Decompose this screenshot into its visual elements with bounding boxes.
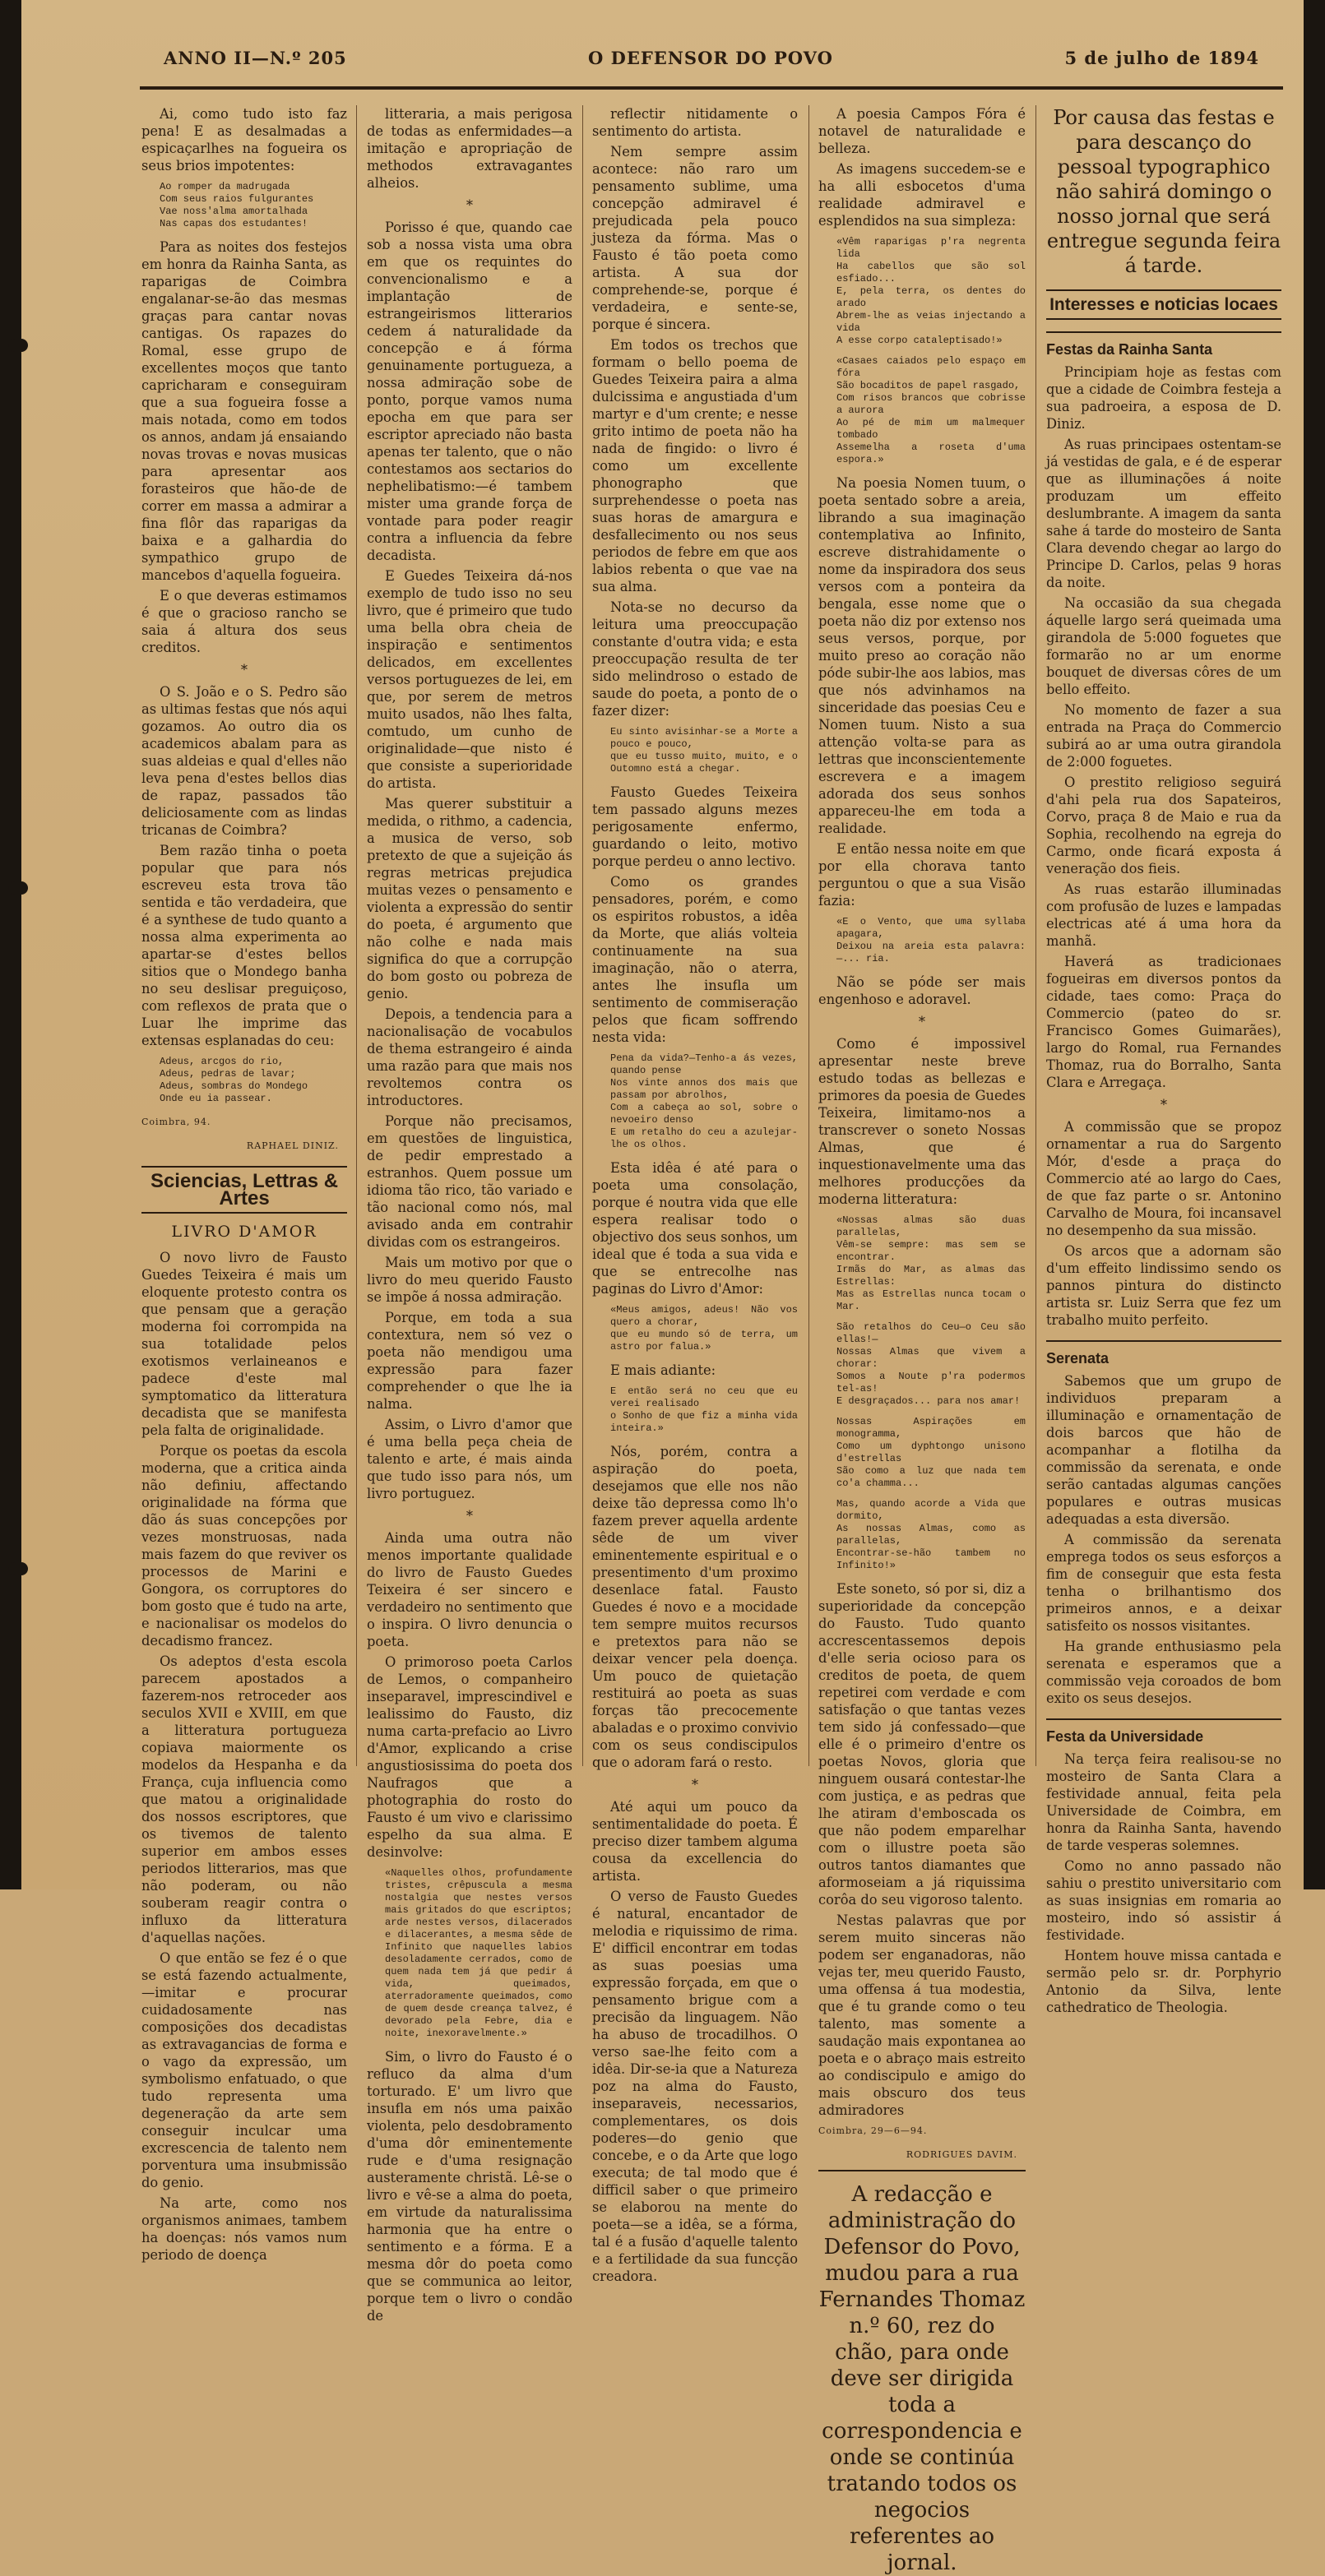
paragraph: Depois, a tendencia para a nacionalisação de vocabulos de thema estrangeiro é ainda uma razão para que mais nos revoltemos contra os introductores. [367, 1006, 572, 1108]
sonnet-stanza: Mas, quando acorde a Vida que dormito, As nossas Almas, como as parallelas, Encontrar-se-hão tambem no Infinito!» [836, 1498, 1026, 1571]
paragraph: Os adeptos d'esta escola parecem apostados a fazerem-nos retroceder aos seculos XVII e XVIII, em que a litteratura portugueza copiava maiormente os modelos da Hespanha e da França, cuja influencia como que matou a originalidade dos nossos escriptores, que os tivemos de talento superior em ambos esses periodos litterarios, mas que não poderam, ou não souberam reagir contra o influxo da litteratura d'aquellas nações. [141, 1653, 347, 1945]
paragraph: Fausto Guedes Teixeira tem passado alguns mezes perigosamente enfermo, guardando o leito, motivo porque perdeu o anno lectivo. [592, 784, 798, 869]
paragraph: Na poesia Nomen tuum, o poeta sentado sobre a areia, librando a sua imaginação contemplativa ao Infinito, escreve distrahidamente o nome da inspiradora dos seus versos com a ponteira da bengala, esse nome que o poeta não diz por extenso nos seus versos, porque, por muito preso ao coração não póde subir-lhe aos labios, mas que nós advinhamos na sinceridade das poesias Ceu e Nomen tuum. Nisto a sua attenção volta-se para as lettras que inconscientemente escrevera e a imagem adorada dos seus sonhos appareceu-lhe em toda a realidade. [818, 475, 1026, 836]
paragraph: Principiam hoje as festas com que a cidade de Coimbra festeja a sua padroeira, a esposa de D. Diniz. [1046, 364, 1281, 432]
paragraph: As ruas principaes ostentam-se já vestidas de gala, e é de esperar que as illuminações á noite produzam um effeito deslumbrante. A imagem da santa sahe á tarde do mosteiro de Santa Clara devendo chegar ao largo do Principe D. Carlos, pelas 9 horas da noite. [1046, 437, 1281, 590]
news-heading: Festas da Rainha Santa [1046, 331, 1281, 358]
verse: E então será no ceu que eu verei realisado o Sonho de que fiz a minha vida inteira.» [610, 1385, 798, 1434]
column-divider [582, 105, 583, 1766]
paragraph: Até aqui um pouco da sentimentalidade do poeta. É preciso dizer tambem alguma cousa da excellencia do artista. [592, 1799, 798, 1884]
sonnet-stanza: São retalhos do Ceu—o Ceu são ellas!— Nossas Almas que vivem a chorar: Somos a Noute p'ra podermos tel-as! E desgraçados... para nos amar! [836, 1321, 1026, 1407]
verse: «Casaes caiados pelo espaço em fóra São bocaditos de papel rasgado, Com risos brancos que cobrisse a aurora Ao pé de mim um malmequer tombado Assemelha a roseta d'uma espora.» [836, 355, 1026, 465]
dateline: Coimbra, 29—6—94. [818, 2125, 928, 2136]
page-right-edge [1304, 0, 1325, 1889]
paragraph: Nestas palavras que por serem muito sinceras não podem ser enganadoras, não vejas ter, meu querido Fausto, uma offensa á tua modestia, que é tu grande como o teu talento, mas somente a saudação mais expontanea ao poeta e o abraço mais estreito ao condiscipulo e amigo do mais obscuro dos teus admiradores [818, 1912, 1026, 2118]
paragraph: Bem razão tinha o poeta popular que para nós escreveu esta trova tão sentida e tão verdadeira, que é a synthese de tudo quanto a nossa alma experimenta ao apartar-se d'estes bellos sitios que o Mondego banha no seu deslisar preguiçoso, com reflexos de prata que o Luar lhe imprime das extensas esplanadas do ceu: [141, 843, 347, 1048]
paragraph: E Guedes Teixeira dá-nos exemplo de tudo isso no seu livro, que é primeiro que tudo uma bella obra cheia de inspiração e sentimentos delicados, em excellentes versos portuguezes de lei, em que, por serem de metros muito usados, não lhes falta, comtudo, um cunho de originalidade—que nisto é que consiste a superioridade do artista. [367, 568, 572, 791]
paragraph: Nós, porém, contra a aspiração do poeta, desejamos que elle nos não deixe tão depressa como lh'o fazem prever aquella ardente sêde de um viver eminentemente espiritual e o presentimento d'um proximo desenlace fatal. Fausto Guedes é novo e a mocidade tem sempre muitos recursos e pretextos para não se deixar vencer pela doença. Um pouco de quietação restituirá ao poeta as suas forças tão precocemente abaladas e o proximo convivio com os seus condiscipulos que o adoram fará o resto. [592, 1444, 798, 1770]
paragraph: Como os grandes pensadores, porém, e como os espiritos robustos, a idêa da Morte, que aliás volteia continuamente na sua imaginação, não o aterra, antes lhe insufla um sentimento de commiseração pelos que ficam soffrendo nesta vida: [592, 874, 798, 1045]
column-4 [818, 105, 1026, 2575]
verse: «E o Vento, que uma syllaba apagara, Deixou na areia esta palavra:—... ria. [836, 916, 1026, 964]
paragraph: Assim, o Livro d'amor que é uma bella peça cheia de talento e arte, é mais ainda que tudo isso para nós, um livro portuguez. [367, 1417, 572, 1501]
paragraph: Nota-se no decurso da leitura uma preoccupação constante d'outra vida; e esta preoccupação resulta de ter sido melindroso o estado de saude do poeta, a ponto de o fazer dizer: [592, 599, 798, 719]
paragraph: Este soneto, só por si, diz a superioridade da concepção do Fausto. Tudo quanto accrescentassemos depois d'elle seria ocioso para os creditos de poeta, de quem repetirei com verdade e com satisfação o que tantas vezes tem sido já confessado—que elle é o primeiro d'entre os poetas Novos, gloria que ninguem ousará contestar-lhe com justiça, e as pedras que lhe atiram d'emboscada os que não podem emparelhar com o illustre poeta são outros tantos diamantes que aformoseiam a já riquissima corôa do seu vigoroso talento. [818, 1581, 1026, 1908]
newspaper-title: O DEFENSOR DO POVO [588, 48, 833, 68]
paragraph: As imagens succedem-se e ha alli esbocetos d'uma realidade admiravel e esplendidos na sua simpleza: [818, 161, 1026, 229]
paragraph: Não se póde ser mais engenhoso e adoravel. [818, 974, 1026, 1007]
paragraph: O verso de Fausto Guedes é natural, encantador de melodia e riquissimo de rima. E' difficil encontrar em todas as suas poesias uma expressão forçada, em que o pensamento brigue com a precisão da linguagem. Não ha abuso de trocadilhos. O verso sae-lhe feito com a idêa. Dir-se-ia que a Natureza poz na alma do Fausto, inseparaveis, necessarios, complementares, os dois poderes—do genio que concebe, e o da Arte que logo executa; de tal modo que é difficil saber o que primeiro se elaborou na mente do poeta—se a idêa, se a fórma, tal é a fusão d'aquelle talento e a fertilidade da sua funcção creadora. [592, 1889, 798, 2284]
paragraph: reflectir nitidamente o sentimento do artista. [592, 106, 798, 139]
paragraph: A commissão que se propoz ornamentar a rua do Sargento Mór, d'esde a praça do Commercio até ao largo do Caes, de que faz parte o sr. Antonino Carvalho de Moura, foi incansavel no desempenho da sua missão. [1046, 1119, 1281, 1238]
paragraph: Porque não precisamos, em questões de linguistica, de pedir emprestado a estranhos. Quem possue um idioma tão rico, tão variado e tão nacional como nós, mal avisado anda em contrahir dividas com os estrangeiros. [367, 1113, 572, 1250]
article-title: LIVRO D'AMOR [171, 1223, 317, 1241]
paragraph: O primoroso poeta Carlos de Lemos, o companheiro inseparavel, imprescindivel e lealissimo do Fausto, diz numa carta-prefacio ao Livro d'Amor, explicando a crise angustiosissima do poeta dos Naufragos que a photographia do rosto do Fausto é um vivo e clarissimo espelho da sua alma. E desinvolve: [367, 1654, 572, 1860]
paragraph: Esta idêa é até para o poeta uma consolação, porque é noutra vida que elle espera realisar todo o objectivo dos seus sonhos, um ideal que é toda a sua vida e que se entrecolhe nas paginas do Livro d'Amor: [592, 1160, 798, 1297]
masthead [136, 43, 1287, 74]
paragraph: Ainda uma outra não menos importante qualidade do livro de Fausto Guedes Teixeira é ser sincero e verdadeiro no sentimento que o inspira. O livro denuncia o poeta. [367, 1530, 572, 1649]
paragraph: Na arte, como nos organismos animaes, tambem ha doenças: nós vamos num periodo de doença [141, 2195, 347, 2263]
binding-hole [8, 881, 28, 895]
paragraph: Como no anno passado não sahiu o prestito universitario com as suas insignias em romaria ao mosteiro, indo só assistir á festividade. [1046, 1858, 1281, 1943]
verse: Eu sinto avisinhar-se a Morte a pouco e pouco, que eu tusso muito, muito, e o Outomno está a chegar. [610, 726, 798, 775]
paragraph: O prestito religioso seguirá d'ahi pela rua dos Sapateiros, Corvo, praça 8 de Maio e rua da Sophia, recolhendo na egreja do Carmo, onde ficará exposta á veneração dos fieis. [1046, 775, 1281, 876]
paragraph: Porque os poetas da escola moderna, que a critica ainda não definiu, affectando originalidade na fórma que dão ás suas concepções por vezes monstruosas, nada mais fazem do que reviver os processos de Marini e Gongora, os corruptores do bom gosto que é tudo na arte, e nacionalisar os modelos do decadismo francez. [141, 1443, 347, 1649]
paragraph: Na terça feira realisou-se no mosteiro de Santa Clara a festividade annual, feita pela Universidade de Coimbra, em honra da Rainha Santa, havendo de tarde vesperas solemnes. [1046, 1751, 1281, 1853]
issue-date: 5 de julho de 1894 [1064, 48, 1259, 68]
section-star: * [1160, 1097, 1168, 1112]
paragraph: Porisso é que, quando cae sob a nossa vista uma obra em que os requintes do convencionalismo e a implantação de estrangeirismos litterarios cedem á naturalidade da concepção e á fórma genuinamente portugueza, a nossa admiração sobe de ponto, porque vamos numa epocha em que para ser escriptor apreciado não basta apenas ter talento, que o não contestamos aos sectarios do nephelibatismo:—é tambem mister uma grande força de vontade para poder reagir contra a influencia da febre decadista. [367, 220, 572, 563]
column-divider [1035, 105, 1036, 1766]
paragraph: Porque, em toda a sua contextura, nem só vez o poeta não mendigou uma expressão para fazer comprehender o que lhe ia nalma. [367, 1310, 572, 1412]
section-star: * [240, 662, 248, 678]
news-heading: Festa da Universidade [1046, 1718, 1281, 1746]
author-signature: RAPHAEL DINIZ. [246, 1140, 339, 1151]
paragraph: O novo livro de Fausto Guedes Teixeira é mais um eloquente protesto contra os que pensam que a geração moderna foi corrompida na sua totalidade pelos exotismos verlaineanos e padece d'este mal symptomatico da litteratura decadista que se manifesta pela falta de originalidade. [141, 1250, 347, 1438]
news-heading: Serenata [1046, 1340, 1281, 1367]
quotation: «Naquelles olhos, profundamente tristes, crêpuscula a mesma nostalgia que nestes versos mais gritados do que escriptos; arde nestes versos, dilacerados e dilacerantes, a mesma sêde de Infinito que naquelles labios desoladamente cerrados, como de quem nada tem já que pedir á vida, queimados, aterradoramente queimados, como de quem desde creança talvez, é devorado pela Febre, dia e noite, inexoravelmente.» [385, 1867, 579, 2039]
publication-notice: Por causa das festas e para descanço do pessoal typographico não sahirá domingo o nosso jornal que será entregue segunda feira á tarde. [1046, 106, 1281, 277]
dateline: Coimbra, 94. [141, 1117, 211, 1127]
paragraph: O S. João e o S. Pedro são as ultimas festas que nós aqui gozamos. Ao outro dia os academicos abalam para as suas aldeias e qual d'elles não leva pena d'estes bellos dias de rapaz, passados tão deliciosamente com as lindas tricanas de Coimbra? [141, 684, 347, 838]
notice-box: A redacção e administração do Defensor do Povo, mudou para a rua Fernandes Thomaz n.º 60, rez do chão, para onde deve ser dirigida toda a correspondencia e onde se continúa tratando todos os negocios referentes ao jornal. [818, 2182, 1026, 2575]
paragraph: E então nessa noite em que por ella chorava tanto perguntou o que a sua Visão fazia: [818, 841, 1026, 909]
column-2 [367, 105, 579, 2324]
section-star: * [918, 1014, 926, 1029]
verse: Adeus, arcgos do rio, Adeus, pedras de lavar; Adeus, sombras do Mondego Onde eu ia passear. [160, 1056, 308, 1104]
verse: Pena da vida?—Tenho-a ás vezes, quando pense Nos vinte annos dos mais que passam por abrolhos, Com a cabeça ao sol, sobre o nevoeiro denso E um retalho do ceu a azulejar-lhe os olhos. [610, 1052, 798, 1150]
column-5 [1046, 105, 1281, 2015]
paragraph: Hontem houve missa cantada e sermão pelo sr. dr. Porphyrio Antonio da Silva, lente cathedratico de Theologia. [1046, 1948, 1281, 2015]
paragraph: As ruas estarão illuminadas com profusão de luzes e lampadas electricas até á uma hora da manhã. [1046, 881, 1281, 949]
separator-rule [818, 2170, 1026, 2171]
paragraph: Na occasião da sua chegada áquelle largo será queimada uma girandola de 5:000 foguetes que formarão no ar um enorme bouquet de diversas côres de um bello effeito. [1046, 595, 1281, 697]
section-heading: Interesses e noticias locaes [1046, 289, 1281, 320]
paragraph: Sabemos que um grupo de individuos preparam a illuminação e ornamentação de dois barcos que hão de acompanhar a flotilha da commissão da serenata, e onde serão cantadas algumas canções populares e outras musicas adequadas a esta diversão. [1046, 1373, 1281, 1527]
paragraph: Nem sempre assim acontece: não raro um pensamento sublime, uma concepção admiravel é prejudicada pela pouco justeza da fórma. Mas o Fausto é tão poeta como artista. A sua dor comprehende-se, porque é verdadeira, e sente-se, porque é sincera. [592, 144, 798, 332]
binding-hole [8, 339, 28, 352]
paragraph: Em todos os trechos que formam o bello poema de Guedes Teixeira paira a alma dulcissima e angustiada d'um martyr e d'um crente; e nesse grito intimo de poeta não ha nada de fingido: o livro é como um excellente phonographo que surprehendesse o poeta nas suas horas de amargura e desfallecimento ou nos seus periodos de febre em que aos labios rebenta o que vae na sua alma. [592, 337, 798, 594]
binding-hole [8, 1562, 28, 1575]
paragraph: O que então se fez é o que se está fazendo actualmente,—imitar e procurar cuidadosamente nas composições dos decadistas as extravagancias de forma e o vago da expressão, um symbolismo enfatuado, o que tudo representa uma degeneração da arte sem conseguir inculcar uma excrescencia de talento nem porventura uma insubmissão do genio. [141, 1950, 347, 2190]
paragraph: Para as noites dos festejos em honra da Rainha Santa, as raparigas de Coimbra engalanar-se-ão das mesmas graças para cantar novas cantigas. Os rapazes do Romal, esse grupo de excellentes moços que tanto capricharam e conseguiram que a sua fogueira fosse a mais notada, como em todos os annos, andam já ensaiando novas trovas e novas musicas para apresentar aos forasteiros que hão-de de correr em massa a admirar a fina flôr das raparigas da baixa e a galhardia do sympathico grupo de mancebos d'aquella fogueira. [141, 239, 347, 583]
section-star: * [466, 197, 474, 213]
paragraph: Mais um motivo por que o livro do meu querido Fausto se impõe á nossa admiração. [367, 1255, 572, 1305]
paragraph: Ai, como tudo isto faz pena! E as desalmadas a espicaçarlhes na fogueira os seus brios impotentes: [141, 106, 347, 173]
paragraph: E o que deveras estimamos é que o gracioso rancho se saia á altura dos seus creditos. [141, 588, 347, 655]
paragraph: Sim, o livro do Fausto é o refluco da alma d'um torturado. E' um livro que insufla em nós uma paixão violenta, pelo desdobramento d'uma dôr eminentemente rude e d'uma resignação austeramente christã. Lê-se o livro e vê-se a alma do poeta, em virtude da naturalissima harmonia que ha entre o sentimento e a fórma. E a mesma dôr do poeta como que se communica ao leitor, porque tem o livro o condão de [367, 2049, 572, 2324]
verse: «Meus amigos, adeus! Não vos quero a chorar, que eu mundo só de terra, um astro por falua.» [610, 1304, 798, 1353]
paragraph: Os arcos que a adornam são d'um effeito lindissimo sendo os pannos pintura do distincto artista sr. Luiz Serra que fez um trabalho muito perfeito. [1046, 1243, 1281, 1328]
paragraph: No momento de fazer a sua entrada na Praça do Commercio subirá ao ar uma outra girandola de 2:000 foguetes. [1046, 702, 1281, 770]
verse: «Vêm raparigas p'ra negrenta lida Ha cabellos que são sol esfiado... E, pela terra, os dentes do arado Abrem-lhe as veias injectando a vida A esse corpo cataleptisado!» [836, 236, 1026, 346]
paragraph: E mais adiante: [610, 1362, 716, 1378]
column-1 [141, 105, 347, 2263]
issue-number: ANNO II—N.º 205 [164, 48, 347, 68]
column-divider [356, 105, 357, 1766]
paragraph: Como é impossivel apresentar neste breve estudo todas as bellezas e primores da poesia de Guedes Teixeira, limitamo-nos a transcrever o soneto Nossas Almas, que é inquestionavelmente uma das melhores producções da moderna litteratura: [818, 1036, 1026, 1207]
page-left-edge [0, 0, 21, 1889]
section-star: * [466, 1508, 474, 1524]
author-signature: RODRIGUES DAVIM. [906, 2149, 1017, 2160]
column-3 [592, 105, 798, 2284]
paragraph: Ha grande enthusiasmo pela serenata e esperamos que a commissão veja coroados de bom exito os seus desejos. [1046, 1639, 1281, 1706]
paragraph: A poesia Campos Fóra é notavel de naturalidade e belleza. [818, 106, 1026, 156]
paragraph: Mas querer substituir a medida, o rithmo, a cadencia, a musica de verso, sob pretexto de que a sujeição ás regras metricas prejudica muitas vezes o pensamento e violenta a expressão do sentir do poeta, é argumento que não colhe e nada mais significa do que a corrupção do bom gosto ou pobreza de genio. [367, 796, 572, 1001]
sonnet-stanza: «Nossas almas são duas parallelas, Vêm-se sempre: mas sem se encontrar. Irmãs do Mar, as almas das Estrellas: Mas as Estrellas nunca tocam o Mar. [836, 1214, 1026, 1312]
section-heading: Sciencias, Lettras & Artes [141, 1166, 347, 1214]
paragraph: Haverá as tradicionaes fogueiras em diversos pontos da cidade, taes como: Praça do Commercio (pateo do sr. Francisco Gomes Guimarães), largo do Romal, rua Fernandes Thomaz, rua do Borralho, Santa Clara e Arregaça. [1046, 954, 1281, 1090]
section-star: * [691, 1777, 699, 1792]
sonnet-stanza: Nossas Aspirações em monogramma, Como um dyphtongo unisono d'estrellas São como a luz que nada tem co'a chamma... [836, 1416, 1026, 1489]
paragraph: litteraria, a mais perigosa de todas as enfermidades—a imitação e apropriação de methodos extravagantes alheios. [367, 106, 572, 191]
header-rule [140, 86, 1283, 90]
verse: Ao romper da madrugada Com seus raios fulgurantes Vae noss'alma amortalhada Nas capas dos estudantes! [160, 181, 314, 229]
column-divider [808, 105, 809, 1766]
paragraph: A commissão da serenata emprega todos os seus esforços a fim de conseguir que esta festa tenha o brilhantismo dos primeiros annos, e a deixar satisfeito os nossos visitantes. [1046, 1532, 1281, 1634]
